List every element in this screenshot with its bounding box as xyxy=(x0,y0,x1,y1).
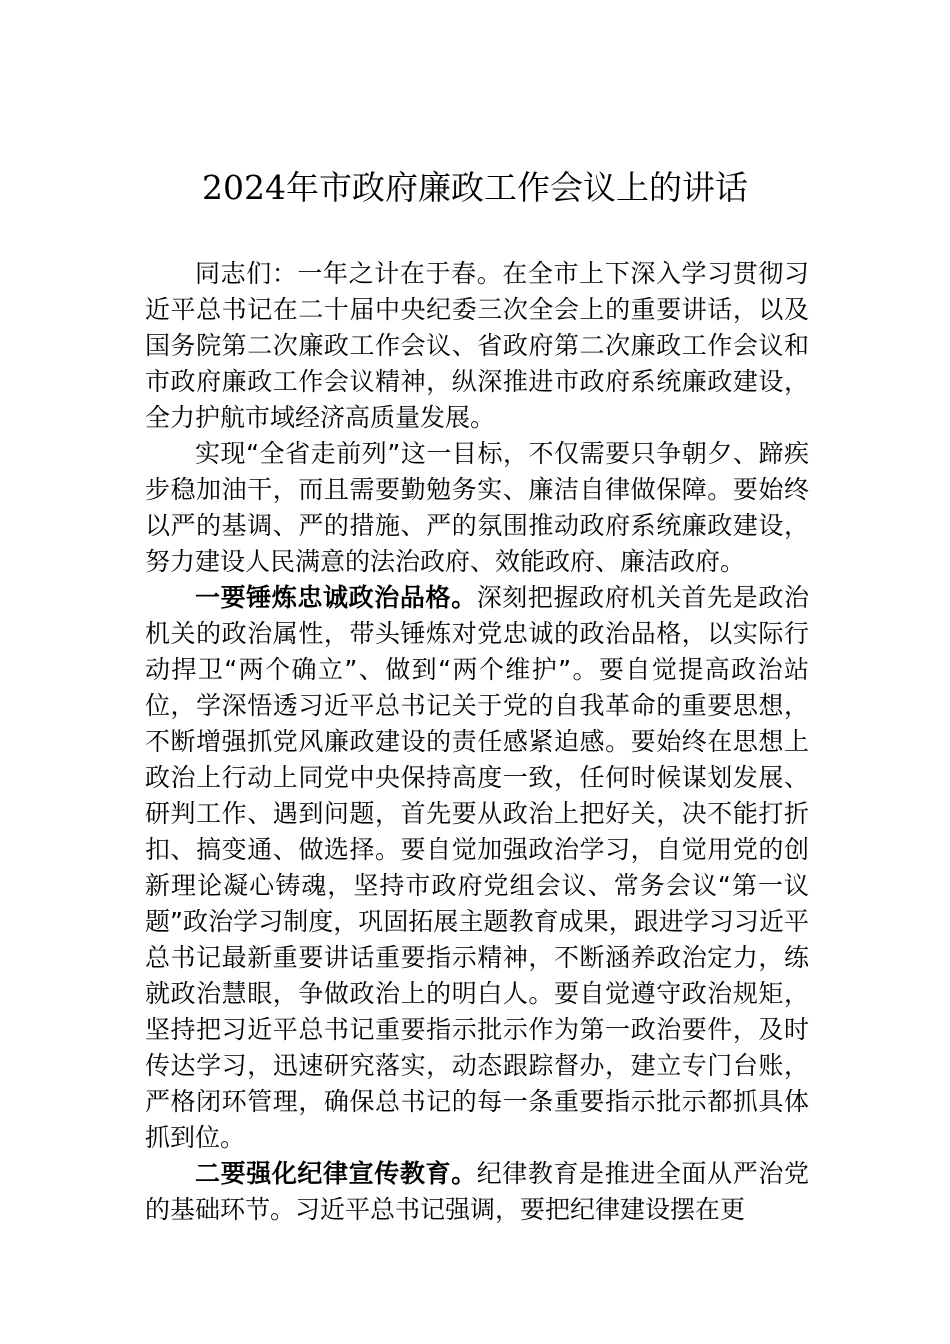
paragraph-point-one xyxy=(145,580,809,1156)
document-body xyxy=(145,256,809,1228)
paragraph-text: 深刻把握政府机关首先是政治机关的政治属性，带头锤炼对党忠诚的政治品格，以实际行动捍卫“两个确立”、做到“两个维护”。要自觉提高政治站位，学深悟透习近平总书记关于党的自我革命的重要思想，不断增强抓党风廉政建设的责任感紧迫感。要始终在思想上政治上行动上同党中央保持高度一致，任何时候谋划发展、研判工作、遇到问题，首先要从政治上把好关，决不能打折扣、搞变通、做选择。要自觉加强政治学习，自觉用党的创新理论凝心铸魂，坚持市政府党组会议、常务会议“第一议题”政治学习制度，巩固拓展主题教育成果，跟进学习习近平总书记最新重要讲话重要指示精神，不断涵养政治定力，练就政治慧眼，争做政治上的明白人。要自觉遵守政治规矩，坚持把习近平总书记重要指示批示作为第一政治要件，及时传达学习，迅速研究落实，动态跟踪督办，建立专门台账，严格闭环管理，确保总书记的每一条重要指示批示都抓具体抓到位。 xyxy=(145,583,809,1152)
paragraph-opening xyxy=(145,256,809,436)
paragraph-text: 实现“全省走前列”这一目标，不仅需要只争朝夕、蹄疾步稳加油干，而且需要勤勉务实、廉洁自律做保障。要始终以严的基调、严的措施、严的氛围推动政府系统廉政建设，努力建设人民满意的法治政府、效能政府、廉洁政府。 xyxy=(145,439,809,576)
point-heading: 一要锤炼忠诚政治品格。 xyxy=(195,583,477,612)
point-heading: 二要强化纪律宣传教育。 xyxy=(195,1159,477,1188)
paragraph-point-two xyxy=(145,1156,809,1228)
paragraph-goal xyxy=(145,436,809,580)
paragraph-text: 同志们：一年之计在于春。在全市上下深入学习贯彻习近平总书记在二十届中央纪委三次全会上的重要讲话，以及国务院第二次廉政工作会议、省政府第二次廉政工作会议和市政府廉政工作会议精神，纵深推进市政府系统廉政建设，全力护航市域经济高质量发展。 xyxy=(145,259,809,432)
document-title: 2024年市政府廉政工作会议上的讲话 xyxy=(202,168,748,207)
paragraph-text: 纪律教育是推进全面从严治党的基础环节。习近平总书记强调，要把纪律建设摆在更 xyxy=(145,1159,809,1224)
